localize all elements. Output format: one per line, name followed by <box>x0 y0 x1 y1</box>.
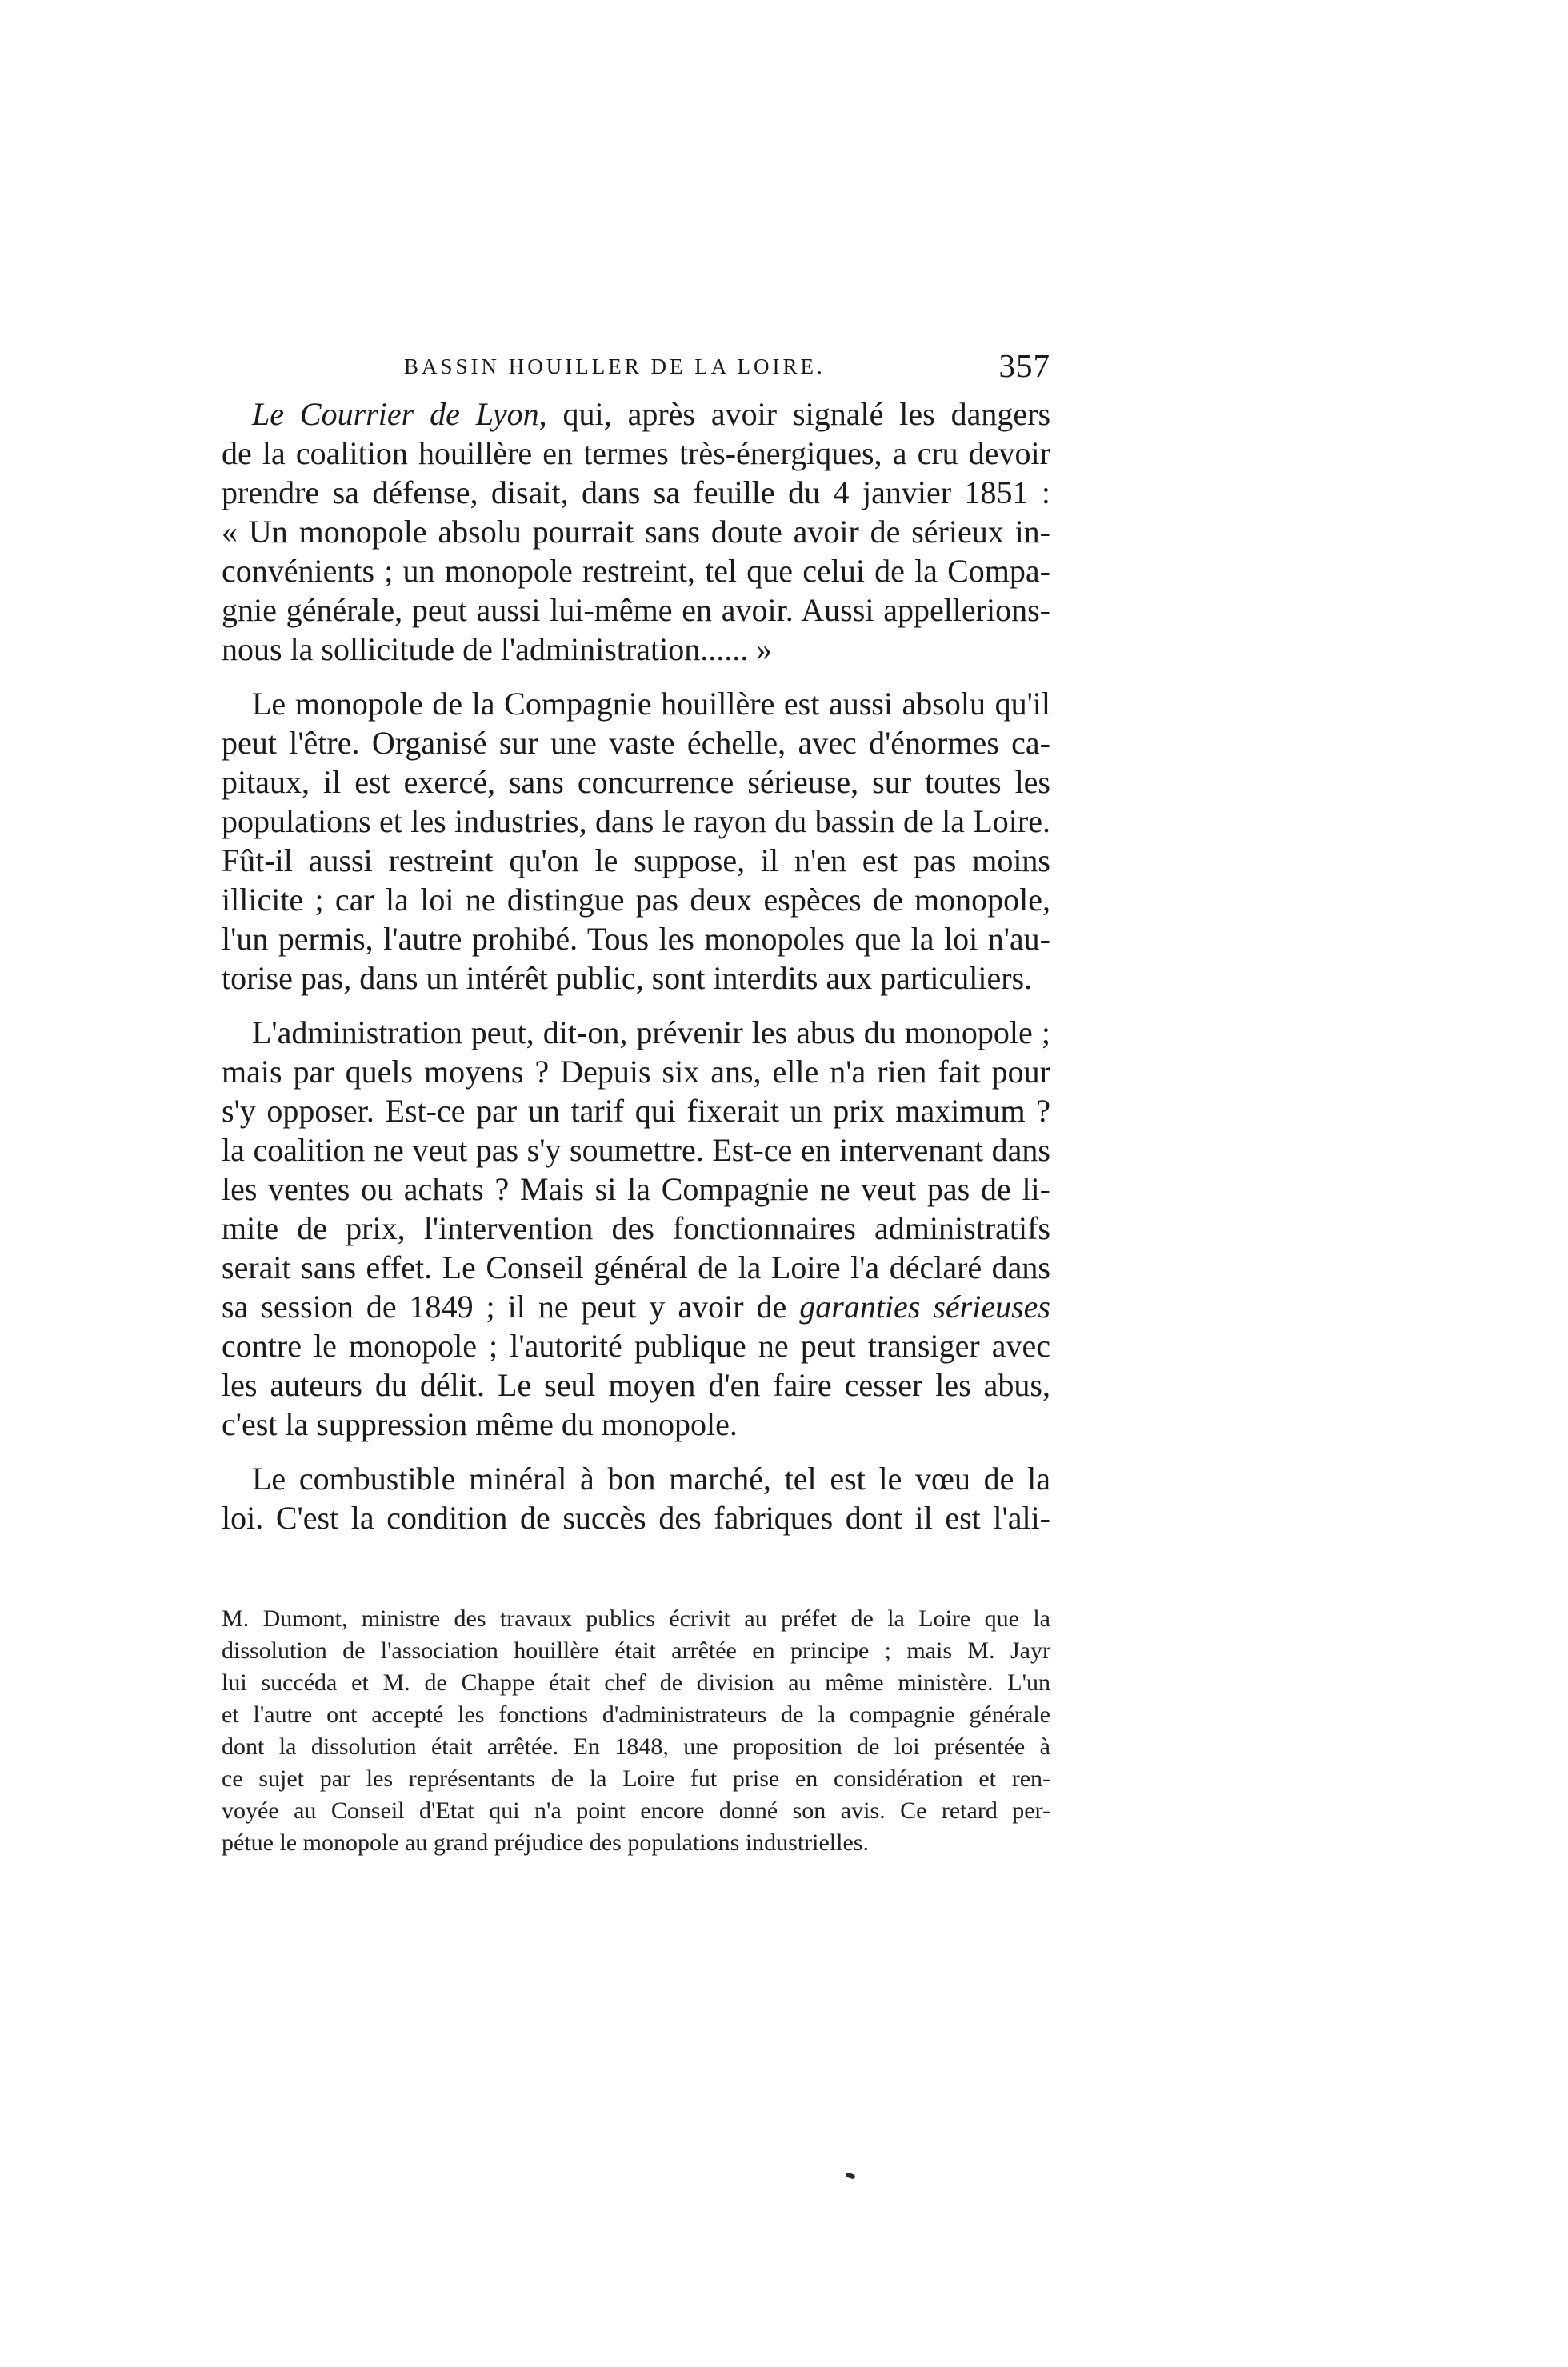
text-fragment: sa session de 1849 ; il ne peut y avoir de <box>222 1289 800 1325</box>
text-line: les auteurs du délit. Le seul moyen d'en faire cesser les abus, <box>222 1367 1050 1403</box>
paragraph-1 <box>222 394 1050 669</box>
text-line <box>222 394 1050 434</box>
ink-speck <box>845 2172 855 2179</box>
text-line: de la coalition houillère en termes très-énergiques, a cru devoir <box>222 435 1050 471</box>
paragraph-3 <box>222 1013 1050 1444</box>
text-line: pitaux, il est exercé, sans concurrence sérieuse, sur toutes les <box>222 764 1050 800</box>
text-line: contre le monopole ; l'autorité publique ne peut transiger avec <box>222 1328 1050 1364</box>
text-line: s'y opposer. Est-ce par un tarif qui fixerait un prix maximum ? <box>222 1093 1050 1129</box>
text-fragment: Le combustible minéral à bon marché, tel est le vœu de la <box>252 1461 1050 1497</box>
text-line: loi. C'est la condition de succès des fabriques dont il est l'ali- <box>222 1500 1050 1536</box>
footnote-line: pétue le monopole au grand préjudice des populations industrielles. <box>222 1829 869 1856</box>
text-line: c'est la suppression même du monopole. <box>222 1406 738 1442</box>
text-fragment: , qui, après avoir signalé les dangers <box>538 396 1050 432</box>
footnote-line: M. Dumont, ministre des travaux publics écrivit au préfet de la Loire que la <box>222 1605 1050 1632</box>
footnote-line: dissolution de l'association houillère était arrêtée en principe ; mais M. Jayr <box>222 1637 1050 1664</box>
text-line: nous la sollicitude de l'administration...... » <box>222 631 773 667</box>
footnote <box>222 1603 1050 1891</box>
text-line <box>222 1013 1050 1052</box>
footnote-line: dont la dissolution était arrêtée. En 1848, une proposition de loi présentée à <box>222 1733 1050 1760</box>
text-line: torise pas, dans un intérêt public, sont interdits aux particuliers. <box>222 960 1033 996</box>
text-line <box>222 1287 1050 1326</box>
text-line: mais par quels moyens ? Depuis six ans, elle n'a rien fait pour <box>222 1054 1050 1090</box>
footnote-line: et l'autre ont accepté les fonctions d'administrateurs de la compagnie générale <box>222 1701 1050 1728</box>
text-line: peut l'être. Organisé sur une vaste échelle, avec d'énormes ca- <box>222 725 1050 761</box>
newspaper-title: Le Courrier de Lyon <box>252 396 539 432</box>
text-line: mite de prix, l'intervention des fonctionnaires administratifs <box>222 1210 1050 1246</box>
text-line: « Un monopole absolu pourrait sans doute avoir de sérieux in- <box>222 514 1050 550</box>
text-line <box>222 1459 1050 1498</box>
running-header-title: BASSIN HOUILLER DE LA LOIRE. <box>404 354 826 378</box>
text-line: illicite ; car la loi ne distingue pas deux espèces de monopole, <box>222 882 1050 918</box>
text-line: convénients ; un monopole restreint, tel que celui de la Compa- <box>222 553 1050 589</box>
footnote-line: voyée au Conseil d'Etat qui n'a point encore donné son avis. Ce retard per- <box>222 1797 1050 1824</box>
paragraph-4 <box>222 1459 1050 1537</box>
text-fragment: Le monopole de la Compagnie houillère est aussi absolu qu'il <box>252 686 1050 722</box>
text-line: populations et les industries, dans le rayon du bassin de la Loire. <box>222 803 1050 839</box>
footnote-line: ce sujet par les représentants de la Loire fut prise en considération et ren- <box>222 1765 1050 1792</box>
emphasis-text: garanties sérieuses <box>799 1289 1050 1325</box>
text-fragment: L'administration peut, dit-on, prévenir les abus du monopole ; <box>252 1014 1050 1050</box>
paragraph-2 <box>222 684 1050 998</box>
footnote-line: lui succéda et M. de Chappe était chef de division au même ministère. L'un <box>222 1669 1050 1696</box>
text-line: prendre sa défense, disait, dans sa feuille du 4 janvier 1851 : <box>222 474 1050 510</box>
text-line: la coalition ne veut pas s'y soumettre. Est-ce en intervenant dans <box>222 1132 1050 1168</box>
text-line: Fût-il aussi restreint qu'on le suppose, il n'en est pas moins <box>222 842 1050 878</box>
page-number: 357 <box>998 347 1050 384</box>
text-line: gnie générale, peut aussi lui-même en avoir. Aussi appellerions- <box>222 592 1050 628</box>
text-line: l'un permis, l'autre prohibé. Tous les monopoles que la loi n'au- <box>222 921 1050 957</box>
text-line: les ventes ou achats ? Mais si la Compagnie ne veut pas de li- <box>222 1171 1050 1207</box>
text-line: serait sans effet. Le Conseil général de la Loire l'a déclaré dans <box>222 1249 1050 1285</box>
running-header <box>222 347 1050 391</box>
text-line <box>222 684 1050 723</box>
main-text <box>222 394 1050 1570</box>
